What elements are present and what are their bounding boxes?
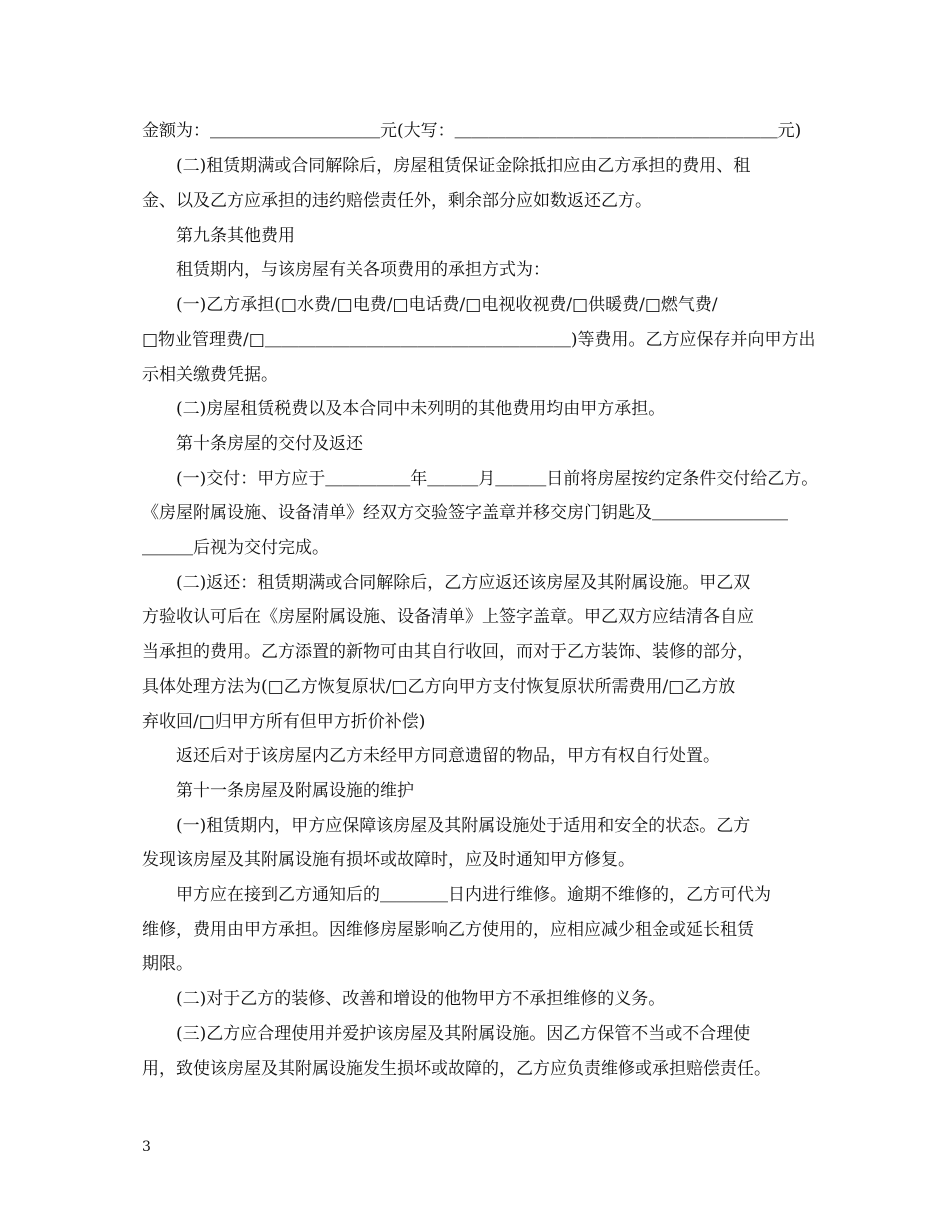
text-line: 方验收认可后在《房屋附属设施、设备清单》上签字盖章。甲乙双方应结清各自应: [142, 607, 754, 627]
text-line: (二)对于乙方的装修、改善和增设的他物甲方不承担维修的义务。: [176, 989, 666, 1009]
text-line: 期限。: [142, 954, 193, 974]
text-line: □物业管理费/□＿＿＿＿＿＿＿＿＿＿＿＿＿＿＿＿＿＿)等费用。乙方应保存并向甲方出: [142, 330, 816, 350]
text-line: 金额为：＿＿＿＿＿＿＿＿＿＿元(大写：＿＿＿＿＿＿＿＿＿＿＿＿＿＿＿＿＿＿＿元): [142, 121, 802, 141]
text-line: 金、以及乙方应承担的违约赔偿责任外，剩余部分应如数返还乙方。: [142, 191, 652, 211]
text-line: 弃收回/□归甲方所有但甲方折价补偿): [142, 712, 426, 732]
text-line: (二)房屋租赁税费以及本合同中未列明的其他费用均由甲方承担。: [176, 399, 666, 419]
section-heading: 第九条其他费用: [176, 226, 295, 246]
section-heading: 第十条房屋的交付及返还: [176, 434, 363, 454]
text-line: 《房屋附属设施、设备清单》经双方交验签字盖章并移交房门钥匙及＿＿＿＿＿＿＿＿: [142, 503, 788, 523]
text-line: 维修，费用由甲方承担。因维修房屋影响乙方使用的，应相应减少租金或延长租赁: [142, 920, 754, 940]
text-line: (一)乙方承担(□水费/□电费/□电话费/□电视收视费/□供暖费/□燃气费/: [176, 295, 718, 315]
text-line: 返还后对于该房屋内乙方未经甲方同意遗留的物品，甲方有权自行处置。: [176, 746, 720, 766]
text-line: (二)租赁期满或合同解除后，房屋租赁保证金除抵扣应由乙方承担的费用、租: [176, 156, 751, 176]
text-line: 租赁期内，与该房屋有关各项费用的承担方式为：: [176, 260, 550, 280]
text-line: 示相关缴费凭据。: [142, 365, 278, 385]
text-line: (二)返还：租赁期满或合同解除后，乙方应返还该房屋及其附属设施。甲乙双: [176, 573, 751, 593]
text-line: 用，致使该房屋及其附属设施发生损坏或故障的，乙方应负责维修或承担赔偿责任。: [142, 1059, 771, 1079]
text-line: 当承担的费用。乙方添置的新物可由其自行收回，而对于乙方装饰、装修的部分，: [142, 642, 754, 662]
text-line: 具体处理方法为(□乙方恢复原状/□乙方向甲方支付恢复原状所需费用/□乙方放: [142, 677, 736, 697]
text-line: (一)租赁期内，甲方应保障该房屋及其附属设施处于适用和安全的状态。乙方: [176, 816, 751, 836]
text-line: 甲方应在接到乙方通知后的＿＿＿＿日内进行维修。逾期不维修的，乙方可代为: [176, 885, 771, 905]
text-line: ＿＿＿后视为交付完成。: [142, 538, 329, 558]
section-heading: 第十一条房屋及附属设施的维护: [176, 781, 414, 801]
text-line: (一)交付：甲方应于＿＿＿＿＿年＿＿＿月＿＿＿日前将房屋按约定条件交付给乙方。: [176, 469, 819, 489]
page-number: 3: [142, 1139, 151, 1155]
text-line: 发现该房屋及其附属设施有损坏或故障时，应及时通知甲方修复。: [142, 850, 635, 870]
text-line: (三)乙方应合理使用并爱护该房屋及其附属设施。因乙方保管不当或不合理使: [176, 1024, 751, 1044]
